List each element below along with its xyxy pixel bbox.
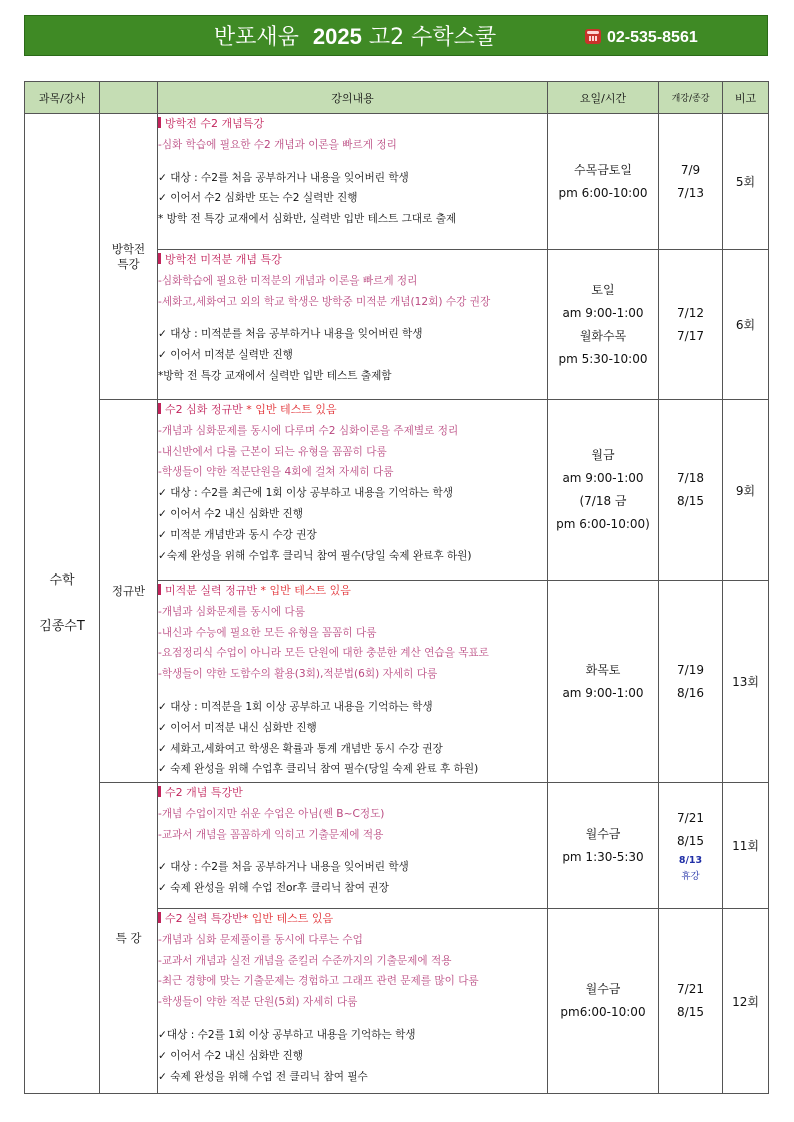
course-line: ✓ 이어서 수2 심화반 또는 수2 실력반 진행 bbox=[158, 192, 358, 205]
note-cell: 6회 bbox=[723, 250, 769, 400]
course-row bbox=[25, 400, 769, 581]
course-line: -심화 학습에 필요한 수2 개념과 이론을 빠르게 정리 bbox=[158, 138, 397, 151]
course-line: -교과서 개념과 실전 개념을 준킬러 수준까지의 기출문제에 적용 bbox=[158, 954, 452, 967]
category-label: 방학전 특강 bbox=[111, 241, 146, 271]
course-line: ✓ 이어서 수2 내신 심화반 진행 bbox=[158, 507, 304, 520]
period-cell: 7/19 8/16 bbox=[659, 581, 723, 783]
course-line: ✓ 이어서 수2 내신 심화반 진행 bbox=[158, 1049, 304, 1062]
course-title: 방학전 미적분 개념 특강 bbox=[158, 250, 547, 271]
course-line: -개념과 심화문제를 동시에 다룸 bbox=[158, 605, 305, 618]
closed-label: 휴강 bbox=[681, 870, 700, 882]
course-line: -세화고,세화여고 외의 학교 학생은 방학중 미적분 개념(12회) 수강 권장 bbox=[158, 295, 491, 308]
phone-text: 02-535-8561 bbox=[607, 29, 698, 46]
course-line: -개념과 심화 문제풀이를 동시에 다루는 수업 bbox=[158, 933, 363, 946]
schedule-cell: 화목토 am 9:00-1:00 bbox=[548, 581, 659, 783]
course-content bbox=[158, 909, 548, 1094]
category-label: 특 강 bbox=[115, 930, 142, 945]
note-cell: 11회 bbox=[723, 783, 769, 909]
schedule-table bbox=[24, 81, 769, 1094]
course-row bbox=[25, 783, 769, 909]
course-line: -심화학습에 필요한 미적분의 개념과 이론을 빠르게 정리 bbox=[158, 274, 418, 287]
bullet-bar-icon bbox=[158, 786, 161, 797]
schedule-cell: 수목금토일 pm 6:00-10:00 bbox=[548, 114, 659, 250]
course-line: ✓ 미적분 개념반과 동시 수강 권장 bbox=[158, 528, 317, 541]
phone-number bbox=[585, 16, 698, 57]
note-cell: 13회 bbox=[723, 581, 769, 783]
course-line: ✓ 이어서 미적분 내신 심화반 진행 bbox=[158, 721, 317, 734]
course-line: * 방학 전 특강 교재에서 심화반, 실력반 입반 테스트 그대로 출제 bbox=[158, 213, 457, 226]
course-line: -학생들이 약한 적분단원을 4회에 걸쳐 자세히 다룸 bbox=[158, 466, 394, 479]
subject-cell bbox=[25, 114, 100, 1094]
course-content bbox=[158, 400, 548, 581]
course-line: ✓ 숙제 완성을 위해 수업 전or후 클리닉 참여 권장 bbox=[158, 882, 389, 895]
period-cell: 7/9 7/13 bbox=[659, 114, 723, 250]
category-label: 정규반 bbox=[111, 583, 146, 598]
course-line: -최근 경향에 맞는 기출문제는 경험하고 그래프 관련 문제를 많이 다룸 bbox=[158, 975, 479, 988]
banner-grade: 고2 bbox=[368, 25, 405, 50]
course-line: ✓ 대상 : 수2를 처음 공부하거나 내용을 잊어버린 학생 bbox=[158, 171, 409, 184]
header-note: 비고 bbox=[723, 82, 769, 114]
schedule-cell: 월금 am 9:00-1:00 (7/18 금 pm 6:00-10:00) bbox=[548, 400, 659, 581]
course-line: ✓ 세화고,세화여고 학생은 확률과 통계 개념반 동시 수강 권장 bbox=[158, 742, 443, 755]
course-title: 수2 실력 특강반* 입반 테스트 있음 bbox=[158, 909, 547, 930]
course-title: 수2 심화 정규반 * 입반 테스트 있음 bbox=[158, 400, 547, 421]
period-cell: 7/21 8/15 bbox=[659, 909, 723, 1094]
course-line: ✓ 대상 : 미적분을 1회 이상 공부하고 내용을 기억하는 학생 bbox=[158, 700, 433, 713]
bullet-bar-icon bbox=[158, 912, 161, 923]
banner-year: 2025 bbox=[312, 24, 362, 49]
banner-program: 수학스쿨 bbox=[411, 25, 497, 50]
course-line: ✓숙제 완성을 위해 수업후 클리닉 참여 필수(당일 숙제 완료후 하원) bbox=[158, 549, 472, 562]
course-title: 수2 개념 특강반 bbox=[158, 783, 547, 804]
header-subject: 과목/강사 bbox=[25, 82, 100, 114]
course-line: -요점정리식 수업이 아니라 모든 단원에 대한 충분한 계산 연습을 목표로 bbox=[158, 647, 489, 660]
course-line: ✓ 대상 : 미적분를 처음 공부하거나 내용을 잊어버린 학생 bbox=[158, 328, 423, 341]
course-content bbox=[158, 581, 548, 783]
teacher-name: 김종수T bbox=[39, 618, 85, 634]
course-content bbox=[158, 250, 548, 400]
bullet-bar-icon bbox=[158, 584, 161, 595]
course-line: ✓대상 : 수2를 1회 이상 공부하고 내용을 기억하는 학생 bbox=[158, 1028, 416, 1041]
header-blank bbox=[100, 82, 158, 114]
bullet-bar-icon bbox=[158, 253, 161, 264]
course-line: -학생들이 약한 도함수의 활용(3회),적분법(6회) 자세히 다룸 bbox=[158, 668, 438, 681]
course-line: *방학 전 특강 교재에서 실력반 입반 테스트 출제함 bbox=[158, 369, 392, 382]
category-regular bbox=[100, 400, 158, 783]
category-vacation bbox=[100, 114, 158, 400]
period-cell: 7/12 7/17 bbox=[659, 250, 723, 400]
telephone-icon bbox=[585, 29, 601, 44]
academy-name: 반포새움 bbox=[213, 25, 299, 50]
note-cell: 5회 bbox=[723, 114, 769, 250]
schedule-cell: 토일 am 9:00-1:00 월화수목 pm 5:30-10:00 bbox=[548, 250, 659, 400]
course-line: -내신반에서 다룰 근본이 되는 유형을 꼼꼼히 다룸 bbox=[158, 445, 387, 458]
course-title: 미적분 실력 정규반 * 입반 테스트 있음 bbox=[158, 581, 547, 602]
course-content bbox=[158, 114, 548, 250]
course-line: ✓ 숙제 완성을 위해 수업 전 클리닉 참여 필수 bbox=[158, 1070, 368, 1083]
course-line: -교과서 개념을 꼼꼼하게 익히고 기출문제에 적용 bbox=[158, 828, 384, 841]
note-cell: 9회 bbox=[723, 400, 769, 581]
category-special bbox=[100, 783, 158, 1094]
course-line: ✓ 이어서 미적분 실력반 진행 bbox=[158, 349, 293, 362]
course-line: -학생들이 약한 적분 단원(5회) 자세히 다룸 bbox=[158, 996, 358, 1009]
schedule-cell: 월수금 pm6:00-10:00 bbox=[548, 909, 659, 1094]
course-line: -개념 수업이지만 쉬운 수업은 아님(쎈 B~C정도) bbox=[158, 807, 385, 820]
course-row bbox=[25, 114, 769, 250]
title-banner bbox=[24, 15, 768, 56]
subject-name: 수학 bbox=[49, 572, 75, 588]
header-content: 강의내용 bbox=[158, 82, 548, 114]
header-schedule: 요일/시간 bbox=[548, 82, 659, 114]
header-row bbox=[25, 82, 769, 114]
course-line: ✓ 숙제 완성을 위해 수업후 클리닉 참여 필수(당일 숙제 완료 후 하원) bbox=[158, 763, 479, 776]
period-cell: 7/21 8/15 8/13 휴강 bbox=[659, 783, 723, 909]
closed-date: 8/13 bbox=[678, 854, 703, 866]
course-line: -개념과 심화문제를 동시에 다루며 수2 심화이론을 주제별로 정리 bbox=[158, 424, 459, 437]
course-line: -내신과 수능에 필요한 모든 유형을 꼼꼼히 다룸 bbox=[158, 626, 377, 639]
bullet-bar-icon bbox=[158, 117, 161, 128]
course-content bbox=[158, 783, 548, 909]
bullet-bar-icon bbox=[158, 403, 161, 414]
course-line: ✓ 대상 : 수2를 최근에 1회 이상 공부하고 내용을 기억하는 학생 bbox=[158, 487, 453, 500]
period-cell: 7/18 8/15 bbox=[659, 400, 723, 581]
course-line: ✓ 대상 : 수2를 처음 공부하거나 내용을 잊어버린 학생 bbox=[158, 861, 409, 874]
header-period: 개강/종강 bbox=[659, 82, 723, 114]
schedule-cell: 월수금 pm 1:30-5:30 bbox=[548, 783, 659, 909]
course-title: 방학전 수2 개념특강 bbox=[158, 114, 547, 135]
note-cell: 12회 bbox=[723, 909, 769, 1094]
